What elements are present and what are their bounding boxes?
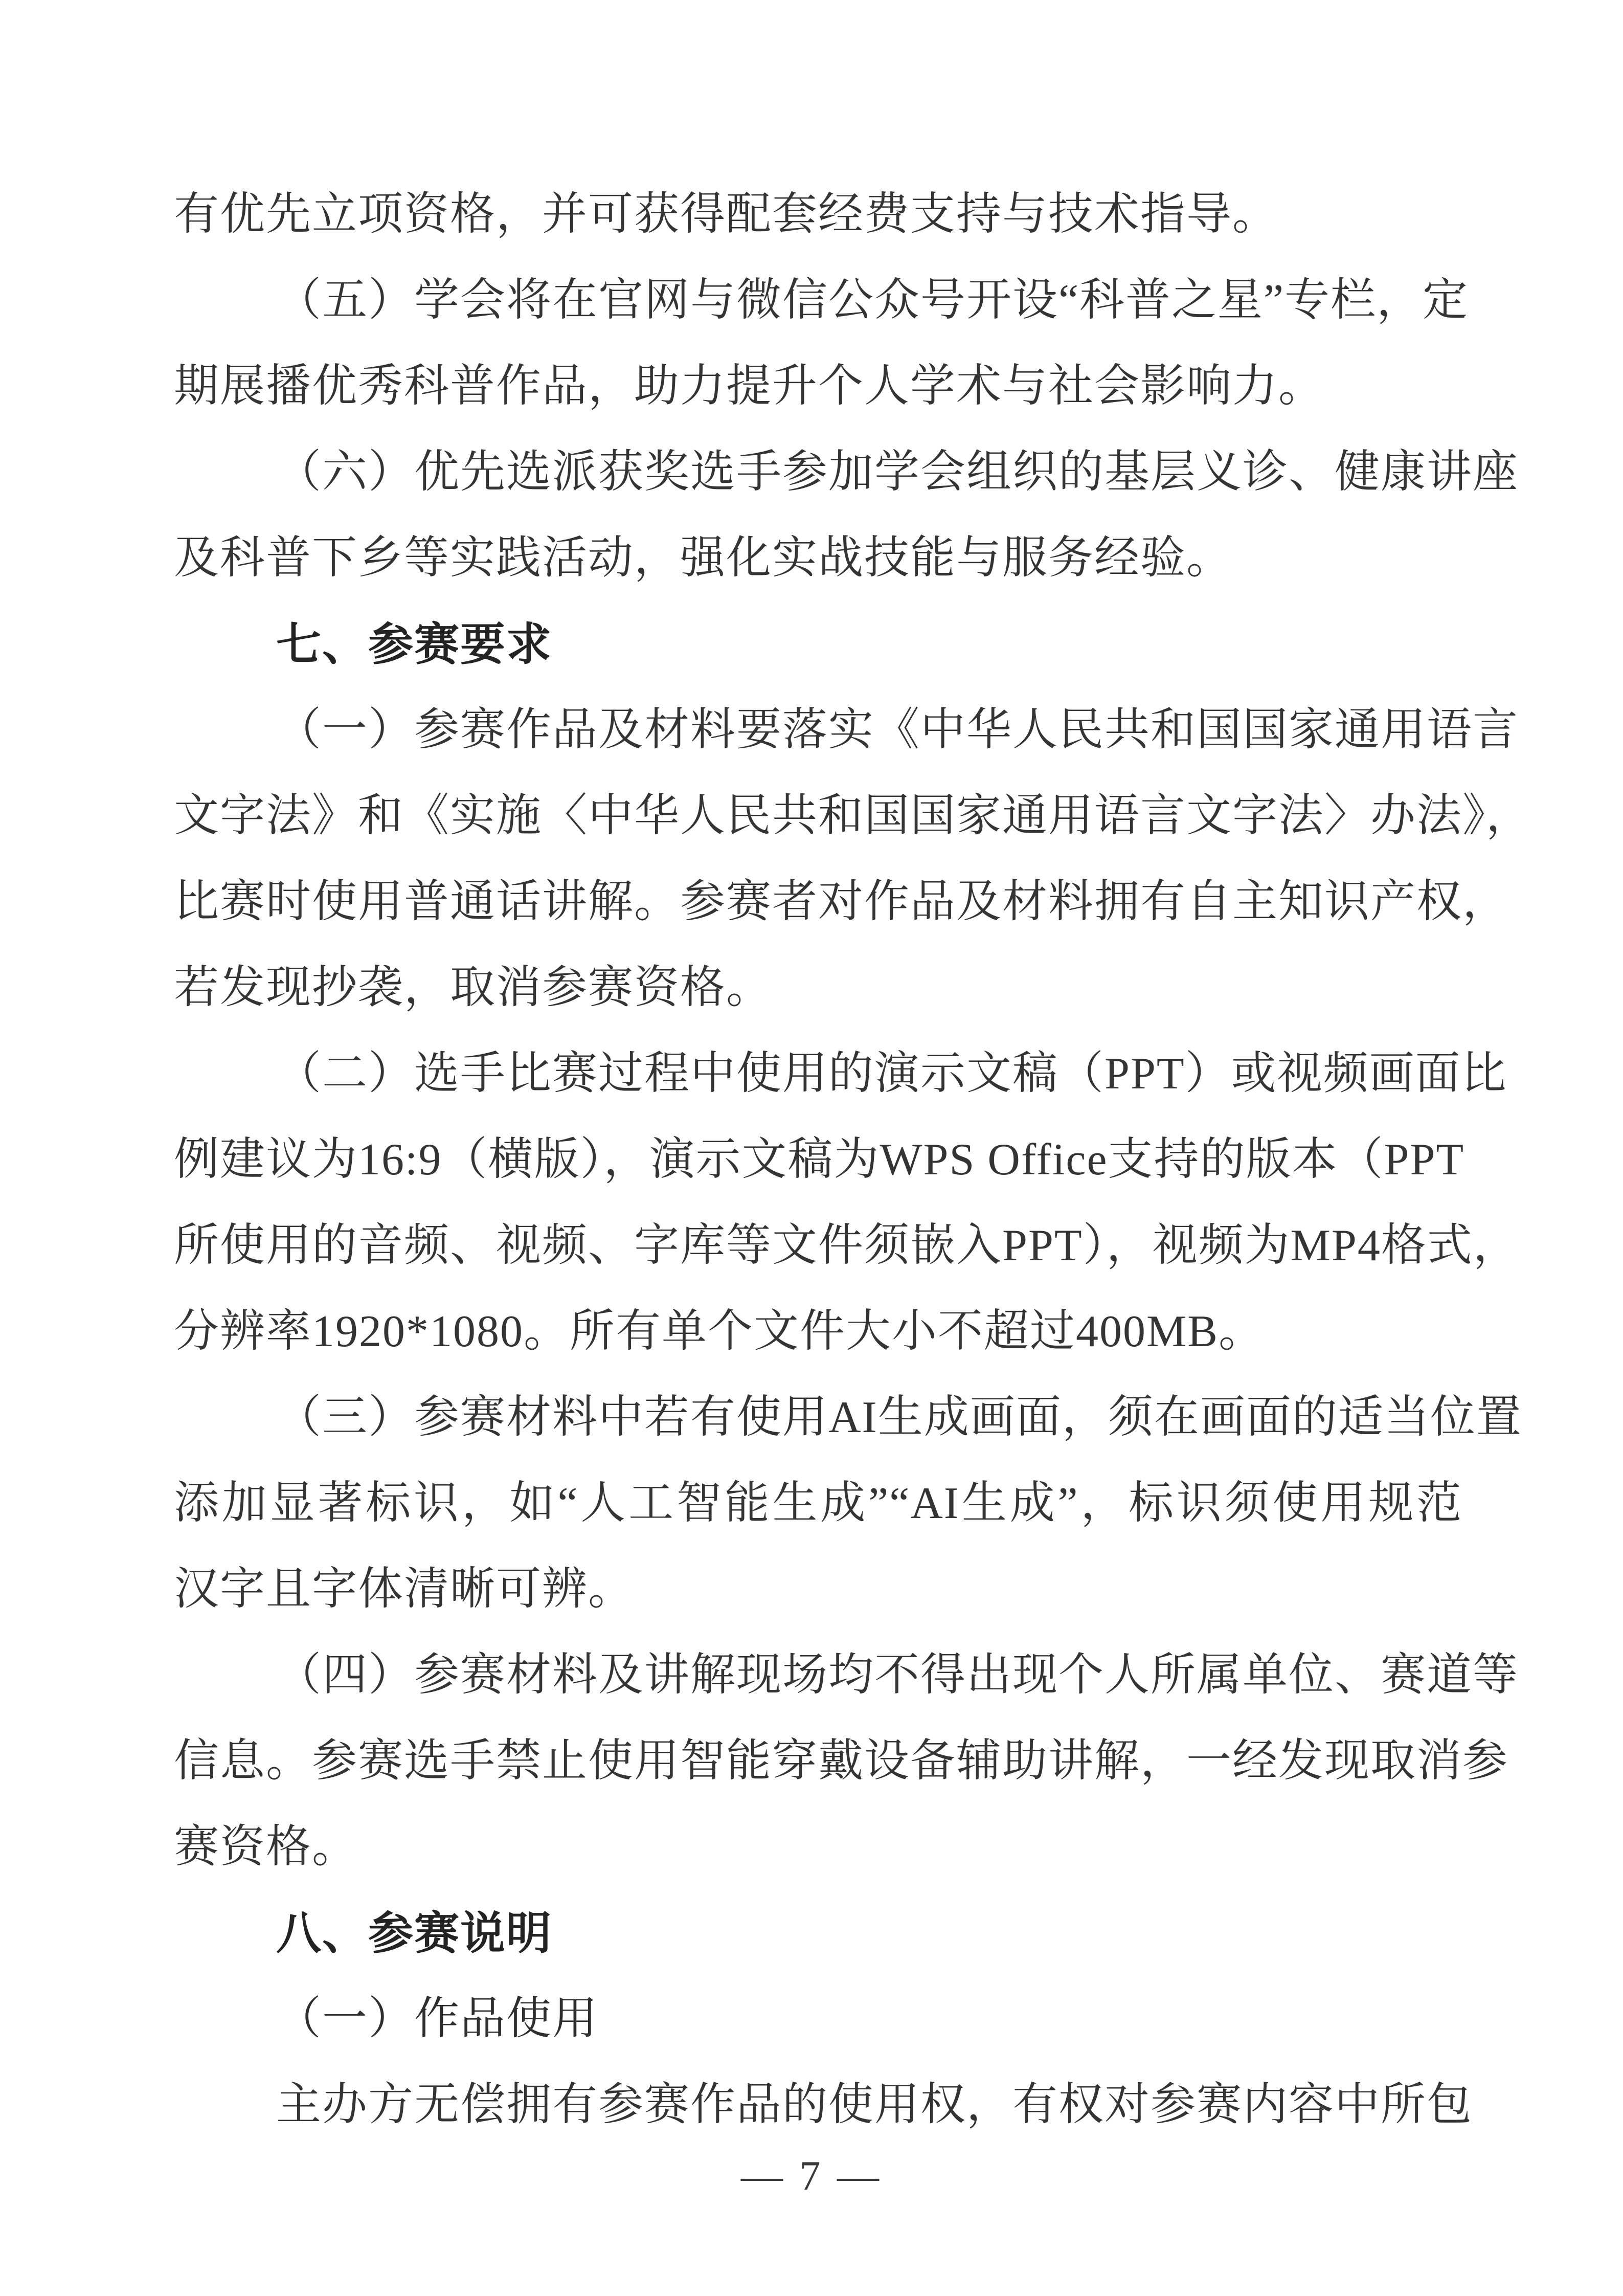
text-line: 比赛时使用普通话讲解。参赛者对作品及材料拥有自主知识产权， — [174, 877, 1509, 927]
text-line: 若发现抄袭，取消参赛资格。 — [174, 963, 773, 1013]
text-line: 文字法》和《实施〈中华人民共和国国家通用语言文字法〉办法》， — [174, 791, 1532, 841]
text-line: 有优先立项资格，并可获得配套经费支持与技术指导。 — [174, 190, 1279, 239]
text-line: （二）选手比赛过程中使用的演示文稿（PPT）或视频画面比 — [276, 1049, 1507, 1099]
text-line: 及科普下乡等实践活动，强化实战技能与服务经验。 — [174, 533, 1233, 583]
text-line: 期展播优秀科普作品，助力提升个人学术与社会影响力。 — [174, 362, 1325, 411]
text-line: 赛资格。 — [174, 1822, 358, 1872]
text-line: 信息。参赛选手禁止使用智能穿戴设备辅助讲解，一经发现取消参 — [174, 1736, 1509, 1786]
text-line: 添加显著标识，如“人工智能生成”“AI生成”，标识须使用规范 — [174, 1479, 1462, 1528]
section-heading-7: 七、参赛要求 — [276, 619, 553, 670]
text-line: 汉字且字体清晰可辨。 — [174, 1565, 635, 1614]
text-line: （三）参赛材料中若有使用AI生成画面，须在画面的适当位置 — [276, 1393, 1522, 1442]
text-line: （四）参赛材料及讲解现场均不得出现个人所属单位、赛道等 — [276, 1651, 1519, 1700]
text-line: （一）参赛作品及材料要落实《中华人民共和国国家通用语言 — [276, 705, 1519, 755]
text-line: 所使用的音频、视频、字库等文件须嵌入PPT），视频为MP4格式， — [174, 1221, 1519, 1270]
page-number: — 7 — — [741, 2152, 882, 2199]
text-line: （六）优先选派获奖选手参加学会组织的基层义诊、健康讲座 — [276, 448, 1519, 497]
text-line: 例建议为16:9（横版），演示文稿为WPS Office支持的版本（PPT — [174, 1135, 1465, 1185]
document-body — [174, 172, 1532, 2148]
text-line: 主办方无偿拥有参赛作品的使用权，有权对参赛内容中所包 — [276, 2080, 1473, 2130]
text-line: 分辨率1920*1080。所有单个文件大小不超过400MB。 — [174, 1307, 1265, 1356]
section-heading-8: 八、参赛说明 — [276, 1908, 553, 1958]
text-line: （五）学会将在官网与微信公众号开设“科普之星”专栏，定 — [276, 276, 1469, 325]
sub-heading-work-usage: （一）作品使用 — [276, 1994, 599, 2044]
